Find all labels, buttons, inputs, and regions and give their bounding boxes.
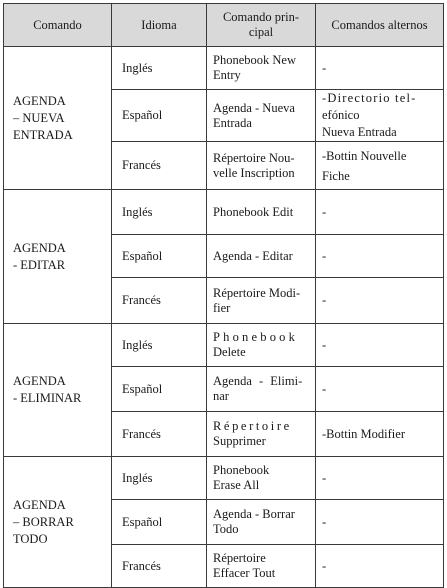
- alternate-command-cell: -: [316, 545, 444, 588]
- table-row: [4, 47, 444, 90]
- main-command-cell: Phonebook Erase All: [207, 457, 316, 500]
- language-cell: Francés: [112, 545, 207, 588]
- table-row: [4, 190, 444, 235]
- main-command-cell: Phonebook New Entry: [207, 47, 316, 90]
- main-command-cell: Répertoire Effacer Tout: [207, 545, 316, 588]
- command-name-delete: AGENDA - ELIMINAR: [4, 324, 112, 457]
- command-name-edit: AGENDA - EDITAR: [4, 190, 112, 324]
- header-row: [4, 4, 444, 47]
- language-cell: Español: [112, 500, 207, 545]
- header-main-command-line2: cipal: [248, 25, 274, 39]
- language-cell: Inglés: [112, 47, 207, 90]
- main-command-cell: Agenda - Editar: [207, 235, 316, 278]
- language-cell: Inglés: [112, 190, 207, 235]
- main-command-cell: Répertoire Nou- velle Inscription: [207, 142, 316, 190]
- main-command-cell: Répertoire Supprimer: [207, 412, 316, 457]
- header-main-command-line1: Comando prin-: [222, 10, 300, 24]
- language-cell: Español: [112, 90, 207, 142]
- header-alternates: Comandos alternos: [316, 4, 444, 47]
- language-cell: Inglés: [112, 457, 207, 500]
- alternate-command-cell: -: [316, 500, 444, 545]
- header-main-command: [207, 4, 316, 47]
- alternate-command-cell: -: [316, 190, 444, 235]
- alternate-command-cell: -: [316, 324, 444, 367]
- table-body: [4, 47, 444, 588]
- language-cell: Español: [112, 367, 207, 412]
- main-command-cell: Répertoire Modi- fier: [207, 278, 316, 324]
- command-name-new-entry: AGENDA – NUEVA ENTRADA: [4, 47, 112, 190]
- table-header: [4, 4, 444, 47]
- alternate-command-cell: -: [316, 47, 444, 90]
- language-cell: Inglés: [112, 324, 207, 367]
- language-cell: Francés: [112, 142, 207, 190]
- main-command-cell: Agenda - Borrar Todo: [207, 500, 316, 545]
- alternate-command-cell: -Bottin Modifier: [316, 412, 444, 457]
- main-command-cell: Agenda - Nueva Entrada: [207, 90, 316, 142]
- header-command: Comando: [4, 4, 112, 47]
- language-cell: Francés: [112, 278, 207, 324]
- main-command-cell: Phonebook Edit: [207, 190, 316, 235]
- table-row: [4, 324, 444, 367]
- alternate-command-cell: -: [316, 278, 444, 324]
- language-cell: Español: [112, 235, 207, 278]
- alternate-command-cell: -: [316, 367, 444, 412]
- alternate-command-cell: -: [316, 457, 444, 500]
- command-name-erase-all: AGENDA – BORRAR TODO: [4, 457, 112, 588]
- main-command-cell: Agenda - Elimi- nar: [207, 367, 316, 412]
- alternate-command-cell: -Directorio tel- efónico Nueva Entrada: [316, 90, 444, 142]
- alternate-command-cell: -Bottin Nouvelle Fiche: [316, 142, 444, 190]
- alternate-command-cell: -: [316, 235, 444, 278]
- table-row: [4, 457, 444, 500]
- header-language: Idioma: [112, 4, 207, 47]
- language-cell: Francés: [112, 412, 207, 457]
- voice-command-table: [3, 3, 444, 588]
- main-command-cell: Phonebook Delete: [207, 324, 316, 367]
